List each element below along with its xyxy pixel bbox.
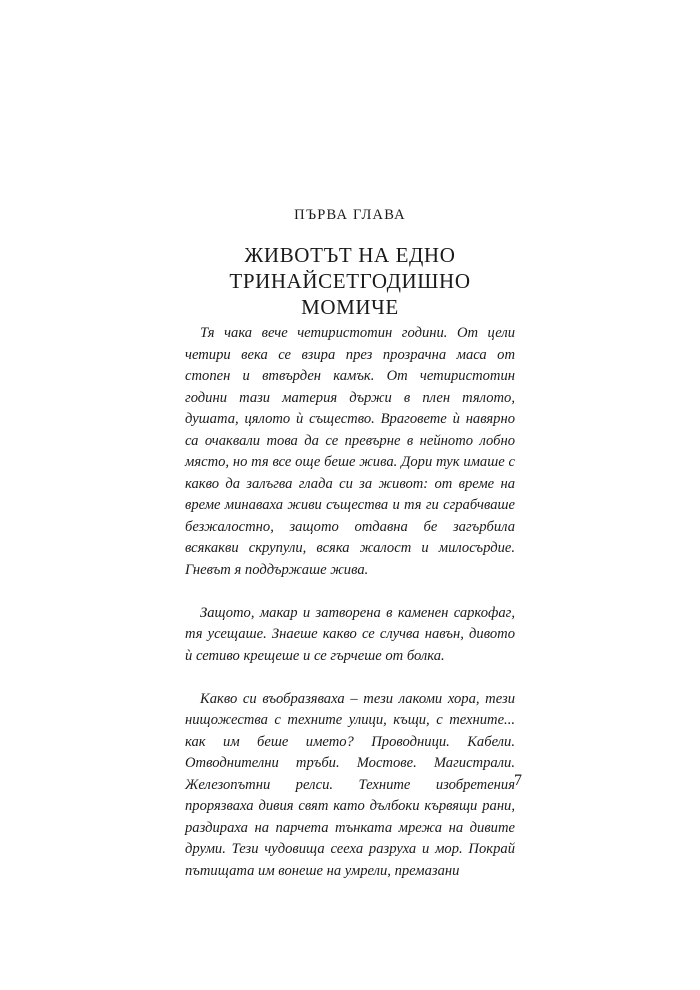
- paragraph: Защото, макар и затворена в каменен саркофаг, тя усещаше. Знаеше какво се случва навън, дивото ѝ сетиво крещеше и се гърчеше от болка.: [185, 604, 515, 664]
- chapter-title-line: ЖИВОТЪТ НА ЕДНО: [244, 243, 456, 267]
- page-number: 7: [514, 772, 522, 789]
- paragraph: Тя чака вече четиристотин години. От цели четири века се взира през прозрачна маса от стопен и втвърден камък. От четиристотин години тази материя държи в плен тялото, душата, цялото ѝ същество. Враговете ѝ навярно са очаквали това да се превърне в нейното лобно място, но тя все още беше жива. Дори тук имаше с какво да залъгва глада си за живот: от време на време минаваха живи същества и тя ги сграбчваше безжалостно, защото отдавна бе загърбила всякакви скрупули, всяка жалост и милосърдие. Гневът я поддържаше жива.: [185, 325, 515, 578]
- chapter-label: ПЪРВА ГЛАВА: [294, 207, 406, 223]
- chapter-title: [0, 242, 700, 320]
- body-text: [185, 323, 515, 882]
- chapter-title-line: ТРИНАЙСЕТГОДИШНО: [229, 269, 471, 293]
- chapter-title-line: МОМИЧЕ: [301, 295, 399, 319]
- paragraph: Какво си въобразяваха – тези лакоми хора, тези нищожества с техните улици, къщи, с техните... как им беше името? Проводници. Кабели. Отводнителни тръби. Мостове. Магистрали. Железопътни релси. Техните изобретения прорязваха дивия свят като дълбоки кървящи рани, раздираха на парчета тънката мрежа на дивите друми. Тези чудовища сееха разруха и мор. Покрай пътищата им вонеше на умрели, премазани: [185, 690, 515, 879]
